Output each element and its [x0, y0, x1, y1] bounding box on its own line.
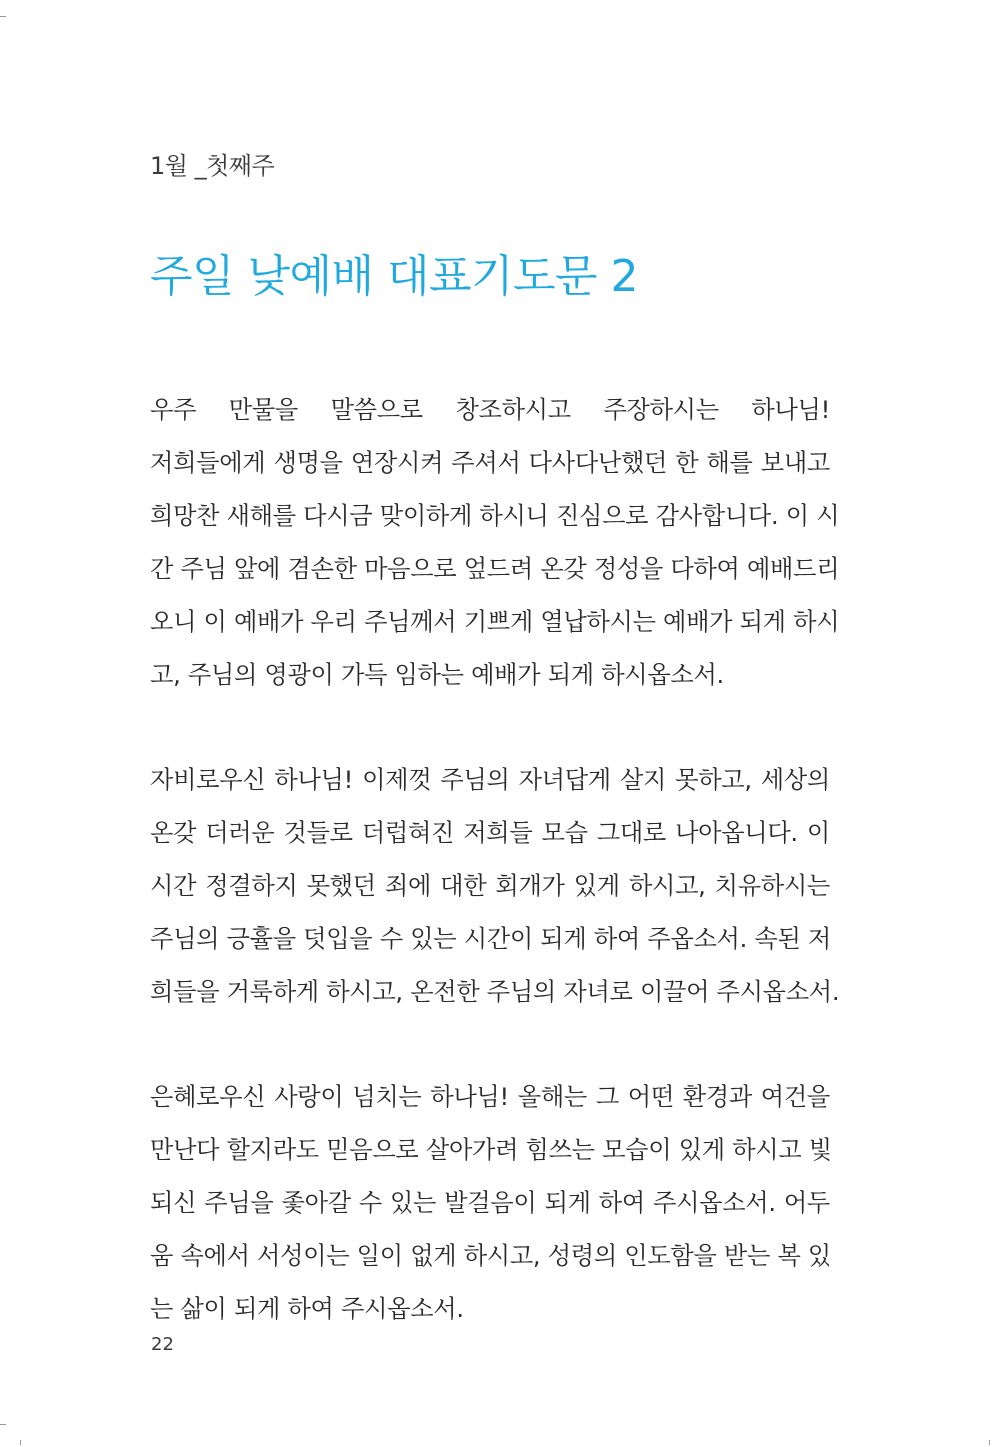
- text-line: 저희들에게 생명을 연장시켜 주셔서 다사다난했던 한 해를 보내고: [150, 449, 830, 477]
- text-line: 움 속에서 서성이는 일이 없게 하시고, 성령의 인도함을 받는 복 있: [150, 1242, 831, 1270]
- paragraph-3: [150, 1071, 830, 1336]
- section-label: 1월 _첫째주: [150, 152, 275, 180]
- text-line: 주님의 긍휼을 덧입을 수 있는 시간이 되게 하여 주옵소서. 속된 저: [150, 925, 831, 953]
- text-line: 되신 주님을 좇아갈 수 있는 발걸음이 되게 하여 주시옵소서. 어두: [150, 1189, 830, 1217]
- page-number: 22: [151, 1334, 174, 1355]
- text-line: 만난다 할지라도 믿음으로 살아가려 힘쓰는 모습이 있게 하시고 빛: [150, 1136, 832, 1164]
- text-line: 희들을 거룩하게 하시고, 온전한 주님의 자녀로 이끌어 주시옵소서.: [150, 978, 840, 1006]
- page-title: 주일 낮예배 대표기도문 2: [150, 251, 638, 302]
- text-line: 시간 정결하지 못했던 죄에 대한 회개가 있게 하시고, 치유하시는: [150, 872, 830, 900]
- text-line: 는 삶이 되게 하여 주시옵소서.: [150, 1295, 464, 1323]
- text-line: 간 주님 앞에 겸손한 마음으로 엎드려 온갖 정성을 다하여 예배드리: [150, 555, 840, 583]
- text-line: 오니 이 예배가 우리 주님께서 기쁘게 열납하시는 예배가 되게 하시: [150, 608, 840, 636]
- crop-mark-bottom-left-tick: [20, 1440, 21, 1445]
- prayer-body: [150, 384, 840, 1388]
- crop-mark-top-left: [0, 16, 6, 17]
- text-line: 고, 주님의 영광이 가득 임하는 예배가 되게 하시옵소서.: [150, 661, 724, 689]
- crop-mark-bottom-right-tick: [989, 1440, 990, 1445]
- paragraph-2: [150, 754, 840, 1019]
- text-line: 은혜로우신 사랑이 넘치는 하나님! 올해는 그 어떤 환경과 여건을: [150, 1083, 830, 1111]
- text-line: 온갖 더러운 것들로 더럽혀진 저희들 모습 그대로 나아옵니다. 이: [150, 819, 830, 847]
- text-line: 우주 만물을 말씀으로 창조하시고 주장하시는 하나님!: [150, 396, 830, 424]
- paragraph-1: [150, 384, 840, 702]
- crop-mark-bottom-left: [0, 1424, 6, 1425]
- text-line: 자비로우신 하나님! 이제껏 주님의 자녀답게 살지 못하고, 세상의: [150, 766, 830, 794]
- text-line: 희망찬 새해를 다시금 맞이하게 하시니 진심으로 감사합니다. 이 시: [150, 502, 840, 530]
